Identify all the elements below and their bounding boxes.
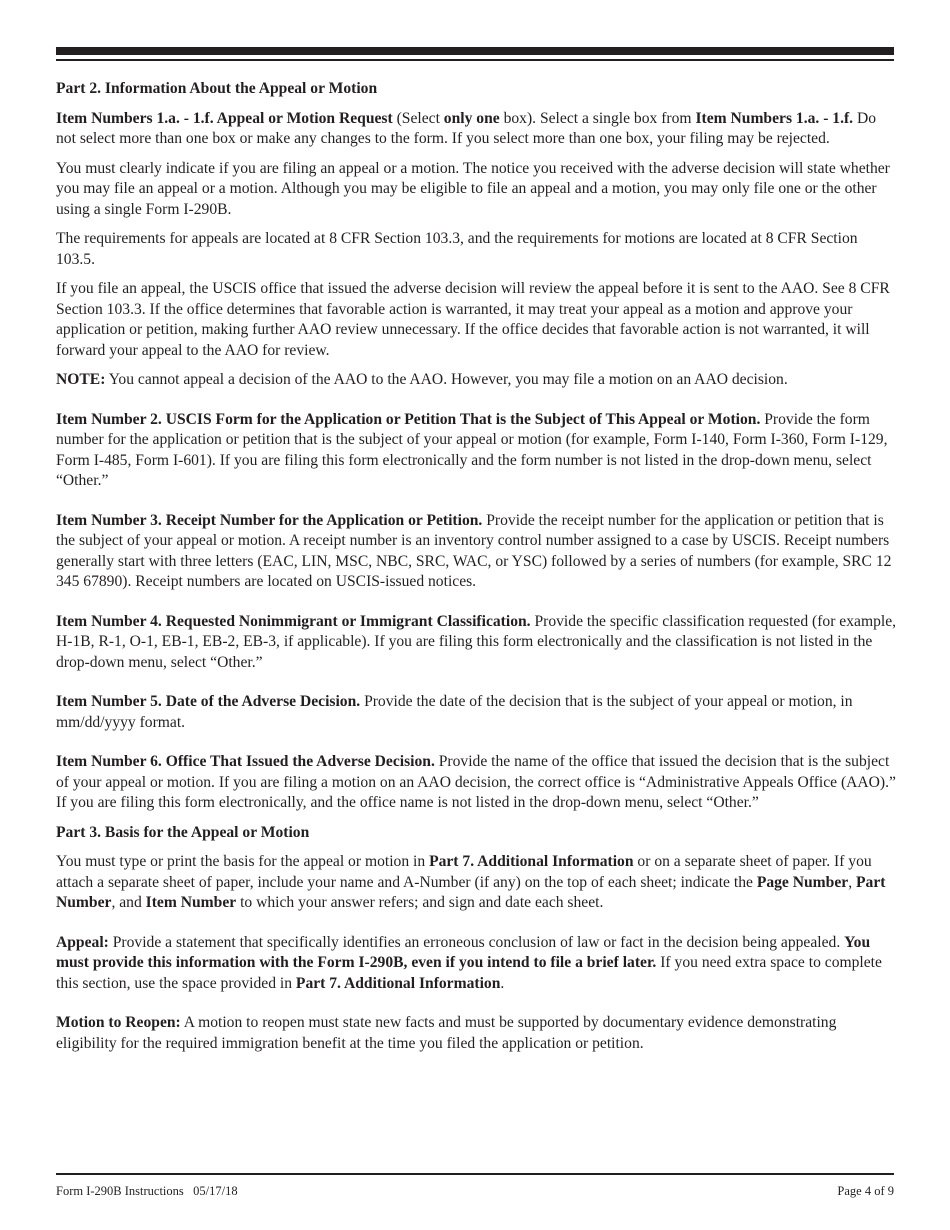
item4-title: Item Number 4. Requested Nonimmigrant or Immigrant Classification.	[56, 612, 531, 630]
appeal-paragraph: Appeal: Provide a statement that specifically identifies an erroneous conclusion of law or fact in the decision being appealed. You must provide this information with the Form I-290B, even if you intend to file a brief later. If you need extra space to complete this section, use the space provided in Part 7. Additional Information.	[56, 933, 882, 992]
footer-page-number: Page 4 of 9	[837, 1184, 894, 1198]
item1-title: Item Numbers 1.a. - 1.f. Appeal or Motion Request	[56, 109, 393, 127]
footer-form-id: Form I-290B Instructions 05/17/18	[56, 1184, 238, 1198]
part3-heading: Part 3. Basis for the Appeal or Motion	[56, 823, 310, 841]
reopen-label: Motion to Reopen:	[56, 1014, 181, 1031]
item5-paragraph: Item Number 5. Date of the Adverse Decision. Provide the date of the decision that is the subject of your appeal or motion, in mm/dd/yyyy format.	[56, 693, 853, 731]
appeal-label: Appeal:	[56, 933, 109, 951]
indicate-paragraph: You must clearly indicate if you are filing an appeal or a motion. The notice you received with the adverse decision will state whether you may file an appeal or a motion. Although you may be eligible to file an appeal and a motion, you may only file one or the other using a single Form I-290B.	[56, 159, 890, 218]
item3-paragraph: Item Number 3. Receipt Number for the Application or Petition. Provide the receipt number for the application or petition that is the subject of your appeal or motion. A receipt number is an inventory control number assigned to a case by USCIS. Receipt numbers generally start with three letters (EAC, LIN, MSC, NBC, SRC, WAC, or YSC) followed by a series of numbers (for example, SRC 12 345 67890). Receipt numbers are located on USCIS-issued notices.	[56, 511, 892, 590]
item2-title: Item Number 2. USCIS Form for the Application or Petition That is the Subject of This Appeal or Motion.	[56, 410, 761, 428]
item6-title: Item Number 6. Office That Issued the Adverse Decision.	[56, 753, 435, 770]
item1-paragraph: Item Numbers 1.a. - 1.f. Appeal or Motion Request (Select only one box). Select a single box from Item Numbers 1.a. - 1.f. Do not select more than one box or make any changes to the form. If you select more than one box, your filing may be rejected.	[56, 109, 877, 147]
item4-paragraph: Item Number 4. Requested Nonimmigrant or Immigrant Classification. Provide the specific classification requested (for example, H-1B, R-1, O-1, EB-1, EB-2, EB-3, if applicable). If you are filing this form electronically and the classification is not listed in the drop-down menu, select “Other.”	[56, 612, 897, 671]
item6-paragraph: Item Number 6. Office That Issued the Adverse Decision. Provide the name of the office that issued the decision that is the subject of your appeal or motion. If you are filing a motion on an AAO decision, the correct office is “Administrative Appeals Office (AAO).” If you are filing this form electronically, and the office name is not listed in the drop-down menu, select “Other.”	[56, 753, 896, 811]
note-paragraph: NOTE: You cannot appeal a decision of the AAO to the AAO. However, you may file a motion on an AAO decision.	[56, 371, 788, 388]
item5-title: Item Number 5. Date of the Adverse Decision.	[56, 693, 361, 710]
part2-heading: Part 2. Information About the Appeal or Motion	[56, 80, 378, 97]
header-thin-rule	[56, 59, 894, 61]
item3-title: Item Number 3. Receipt Number for the Application or Petition.	[56, 511, 483, 529]
instructions-body	[56, 79, 898, 1063]
basis-paragraph: You must type or print the basis for the appeal or motion in Part 7. Additional Information or on a separate sheet of paper. If you attach a separate sheet of paper, include your name and A-Number (if any) on the top of each sheet; indicate the Page Number, Part Number, and Item Number to which your answer refers; and sign and date each sheet.	[56, 853, 886, 911]
reopen-paragraph: Motion to Reopen: A motion to reopen must state new facts and must be supported by documentary evidence demonstrating eligibility for the required immigration benefit at the time you filed the application or petition.	[56, 1014, 837, 1052]
requirements-paragraph: The requirements for appeals are located at 8 CFR Section 103.3, and the requirements for motions are located at 8 CFR Section 103.5.	[56, 230, 858, 268]
item2-paragraph: Item Number 2. USCIS Form for the Application or Petition That is the Subject of This Appeal or Motion. Provide the form number for the application or petition that is the subject of your appeal or motion (for example, Form I-140, Form I-360, Form I-129, Form I-485, Form I-601). If you are filing this form electronically and the form number is not listed in the drop-down menu, select “Other.”	[56, 410, 888, 489]
note-label: NOTE:	[56, 371, 106, 388]
review-paragraph: If you file an appeal, the USCIS office that issued the adverse decision will review the appeal before it is sent to the AAO. See 8 CFR Section 103.3. If the office determines that favorable action is warranted, it may treat your appeal as a motion and approve your application or petition, making further AAO review unnecessary. If the office decides that favorable action is not warranted, it will forward your appeal to the AAO for review.	[56, 280, 890, 359]
footer-rule	[56, 1173, 894, 1175]
header-thick-rule	[56, 47, 894, 55]
